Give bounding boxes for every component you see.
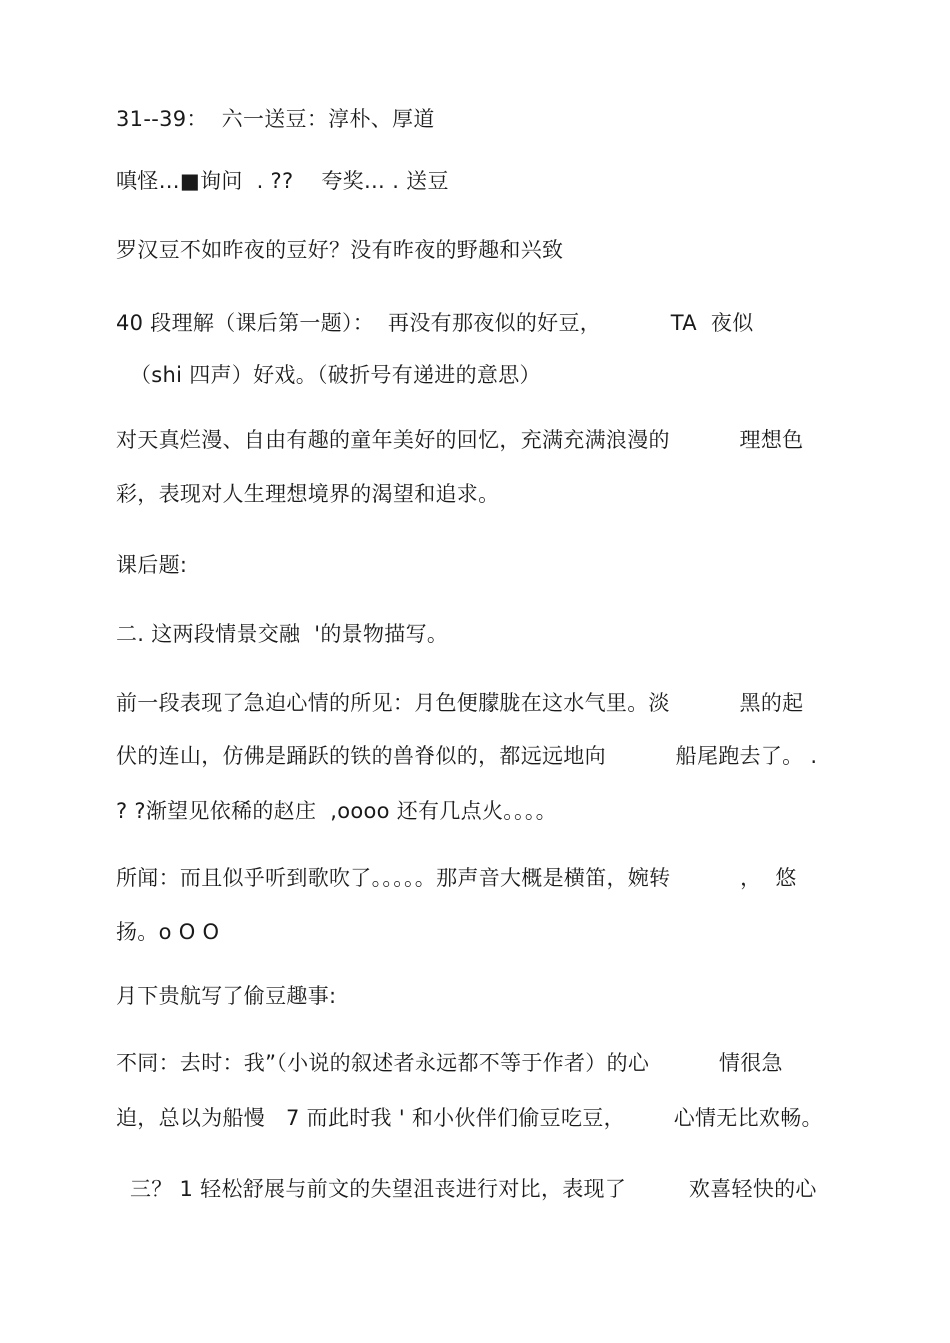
line-emotion-sequence: 嗔怪…■询问 . ?? 夸奖… . 送豆 [116,169,449,193]
line-section-31-39: 31--39： 六一送豆：淳朴、厚道 [116,107,435,131]
line-after-class-heading: 课后题: [116,553,188,577]
line-paragraph-40: 40 段理解（课后第一题）： 再没有那夜似的好豆， TA 夜似 [116,311,754,335]
line-first-paragraph-end: ? ?渐望见依稀的赵庄 ,oooo 还有几点火。。。。 [116,799,557,823]
line-difference-cont: 迫，总以为船慢 7 而此时我 ' 和小伙伴们偷豆吃豆， 心情无比欢畅。 [116,1106,823,1130]
line-first-paragraph: 前一段表现了急迫心情的所见：月色便朦胧在这水气里。淡 黑的起 [116,691,804,715]
line-question-three: 三？ 1 轻松舒展与前文的失望沮丧进行对比，表现了 欢喜轻快的心 [116,1177,817,1201]
line-moonlight: 月下贵航写了偷豆趣事: [116,984,337,1008]
line-paragraph-40-cont: （shi 四声）好戏。（破折号有递进的意思） [116,363,541,387]
line-heard-cont: 扬。o O O [116,920,220,944]
line-heard: 所闻：而且似乎听到歌吹了。。。。。那声音大概是横笛，婉转 ， 悠 [116,866,797,890]
line-luohan-beans: 罗汉豆不如昨夜的豆好？没有昨夜的野趣和兴致 [116,238,564,262]
line-difference: 不同：去时：我”（小说的叙述者永远都不等于作者）的心 情很急 [116,1051,783,1075]
line-childhood-memory-cont: 彩，表现对人生理想境界的渴望和追求。 [116,482,500,506]
line-question-two: 二. 这两段情景交融 '的景物描写。 [116,622,449,646]
line-first-paragraph-cont: 伏的连山，仿佛是踊跃的铁的兽脊似的，都远远地向 船尾跑去了。 . [116,744,818,768]
line-childhood-memory: 对天真烂漫、自由有趣的童年美好的回忆，充满充满浪漫的 理想色 [116,428,804,452]
